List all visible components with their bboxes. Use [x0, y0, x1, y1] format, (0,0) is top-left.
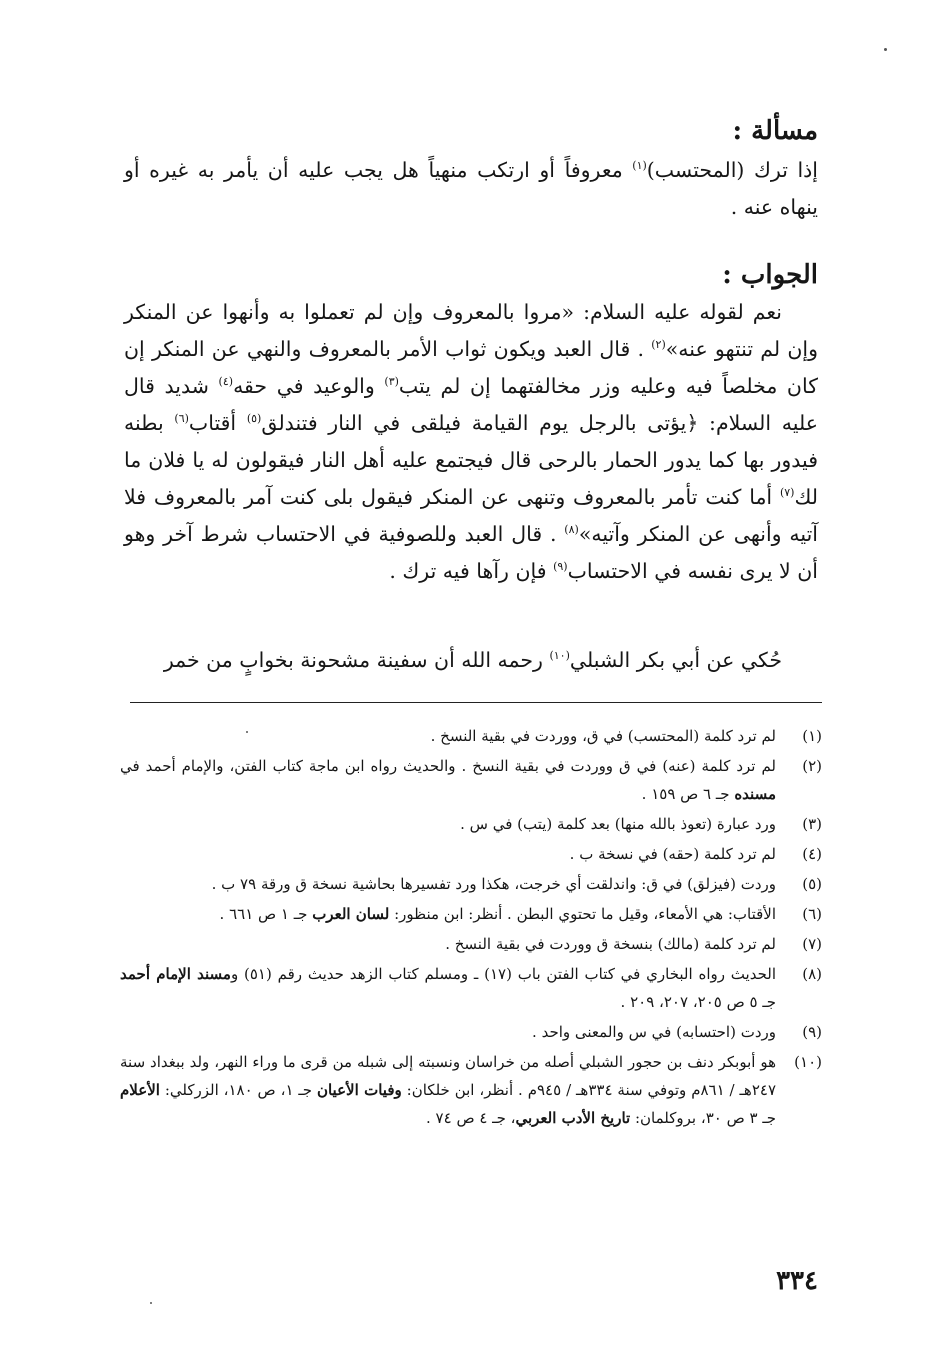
footnote-ref-5[interactable]: (٥) [246, 412, 262, 426]
closing-text-part2: رحمه الله أن سفينة مشحونة بخوابٍ من خمر [163, 648, 550, 672]
footnote-5 [120, 870, 822, 898]
book-title: الأعلام [120, 1081, 160, 1099]
footnote-ref-7[interactable]: (٧) [779, 486, 795, 500]
footnote-divider [130, 702, 822, 703]
footnote-4 [120, 840, 822, 868]
footnote-text-part: ، جـ ٤ ص ٧٤ . [426, 1109, 516, 1127]
footnote-text: لم ترد كلمة (حقه) في نسخة ب . [569, 845, 776, 863]
footnote-ref-8[interactable]: (٨) [564, 523, 579, 537]
footnote-number: (٣) [802, 815, 822, 833]
footnote-number: (٨) [802, 965, 822, 983]
footnote-text [120, 900, 776, 928]
scan-speck [246, 731, 248, 733]
footnote-text: وردت (احتسابه) في س والمعنى واحد . [532, 1023, 776, 1041]
footnote-8 [120, 960, 822, 1016]
footnote-number: (٢) [802, 757, 822, 775]
footnote-1 [120, 722, 822, 750]
answer-paragraph [124, 294, 818, 590]
answer-sentence-9: فإن رآها فيه ترك . [389, 559, 554, 583]
footnote-number: (٤) [802, 845, 822, 863]
page-number: ٣٣٤ [776, 1266, 818, 1296]
scan-speck [150, 1302, 152, 1304]
book-title: مسنده [734, 785, 776, 803]
footnote-text-part: الأقتاب: هي الأمعاء، وقيل ما تحتوي البطن . أنظر: ابن منظور: [389, 905, 776, 923]
question-text-part2: معروفاً أو ارتكب منهياً هل يجب عليه أن يأمر به غيره أو ينهاه عنه . [124, 158, 818, 219]
footnote-number: (٦) [802, 905, 822, 923]
question-heading: مسألة : [732, 116, 818, 146]
footnote-6 [120, 900, 822, 928]
footnote-text: ورد عبارة (تعوذ بالله منها) بعد كلمة (يتب) في س . [460, 815, 776, 833]
footnote-text-part: هو أبوبكر دنف بن حجور الشبلي أصله من خراسان ونسبته إلى شبله من قرى ما وراء النهر، ولد ببغداد سنة ٢٤٧هـ / ٨٦١م وتوفي سنة ٣٣٤هـ / ٩٤٥م . أنظر، ابن خلكان: [120, 1053, 776, 1099]
question-paragraph [124, 152, 818, 226]
footnote-ref-10[interactable]: (١٠) [549, 649, 570, 663]
answer-sentence-5: أقتاب [188, 411, 247, 435]
book-title: تاريخ الأدب العربي [515, 1109, 631, 1127]
footnote-number: (١) [802, 727, 822, 745]
footnote-9 [120, 1018, 822, 1046]
footnote-number: (١٠) [794, 1053, 822, 1071]
question-text-part1: إذا ترك (المحتسب) [646, 158, 819, 182]
footnote-text-part: جـ ١، ص ١٨٠، الزركلي: [159, 1081, 317, 1099]
footnote-10 [120, 1048, 822, 1132]
footnote-text-part: جـ ٥ ص ٢٠٥، ٢٠٧، ٢٠٩ . [620, 993, 776, 1011]
footnote-text-part: الحديث رواه البخاري في كتاب الفتن باب (١٧) ـ ومسلم كتاب الزهد حديث رقم (٥١) و [230, 965, 776, 983]
footnote-text: لم ترد كلمة (المحتسب) في ق، ووردت في بقية النسخ . [430, 727, 776, 745]
book-title: لسان العرب [312, 905, 390, 923]
book-title: مسند الإمام أحمد [120, 965, 231, 983]
answer-sentence-2: . قال العبد ويكون ثواب الأمر بالمعروف والنهي عن المنكر إن كان مخلصاً فيه وعليه وزر مخالفتهما إن لم يتب [124, 337, 818, 398]
footnote-ref-4[interactable]: (٤) [218, 375, 234, 389]
footnote-number: (٩) [802, 1023, 822, 1041]
footnote-ref-2[interactable]: (٢) [651, 338, 666, 352]
scan-speck [884, 48, 887, 51]
answer-sentence-7: أما كنت تأمر بالمعروف وتنهى عن المنكر فيقول بلى كنت آمر بالمعروف فلا آتيه وأنهى عن المنكر وآتيه» [124, 485, 818, 546]
footnote-number: (٧) [802, 935, 822, 953]
footnote-ref-6[interactable]: (٦) [174, 412, 189, 426]
footnote-number: (٥) [802, 875, 822, 893]
footnote-text-part: جـ ٦ ص ١٥٩ . [641, 785, 735, 803]
answer-sentence-1: نعم لقوله عليه السلام: «مروا بالمعروف وإن لم تعملوا به وأنهوا عن المنكر وإن لم تنتهو عنه» [124, 300, 818, 361]
closing-paragraph [124, 642, 818, 679]
footnote-text-part: جـ ١ ص ٦٦١ . [219, 905, 313, 923]
footnote-ref-1[interactable]: (١) [632, 159, 647, 173]
answer-sentence-8: . قال العبد وللصوفية في الاحتساب شرط آخر وهو أن لا يرى نفسه في الاحتساب [124, 522, 818, 583]
closing-text-part1: حُكي عن أبي بكر الشبلي [569, 648, 782, 672]
footnote-7 [120, 930, 822, 958]
footnote-text: وردت (فيزلق) في ق: واندلقت أي خرجت، هكذا ورد تفسيرها بحاشية نسخة ق ورقة ٧٩ ب . [211, 875, 776, 893]
footnote-text-part: لم ترد كلمة (عنه) في ق ووردت في بقية النسخ . والحديث رواه ابن ماجة كتاب الفتن، والإمام أحمد في [120, 757, 776, 775]
footnote-3 [120, 810, 822, 838]
footnote-text [120, 1048, 776, 1132]
answer-heading: الجواب : [722, 260, 818, 290]
footnote-ref-3[interactable]: (٣) [384, 375, 399, 389]
footnote-text: لم ترد كلمة (مالك) بنسخة ق ووردت في بقية النسخ . [445, 935, 776, 953]
answer-sentence-4: شديد قال عليه السلام: ﴿يؤتى بالرجل يوم القيامة فيلقى في النار فتندلق [124, 374, 818, 435]
footnote-2 [120, 752, 822, 808]
footnotes-list [120, 722, 822, 1134]
answer-sentence-6: بطنه فيدور بها كما يدور الحمار بالرحى قال فيجتمع عليه أهل النار فيقولون له يا فلان ما لك [124, 411, 818, 509]
footnote-text [120, 752, 776, 808]
answer-sentence-3: والوعيد في حقه [233, 374, 385, 398]
footnote-text-part: جـ ٣ ص ٣٠، بروكلمان: [630, 1109, 776, 1127]
book-title: وفيات الأعيان [316, 1081, 402, 1099]
footnote-ref-9[interactable]: (٩) [553, 560, 568, 574]
footnote-text [120, 960, 776, 1016]
